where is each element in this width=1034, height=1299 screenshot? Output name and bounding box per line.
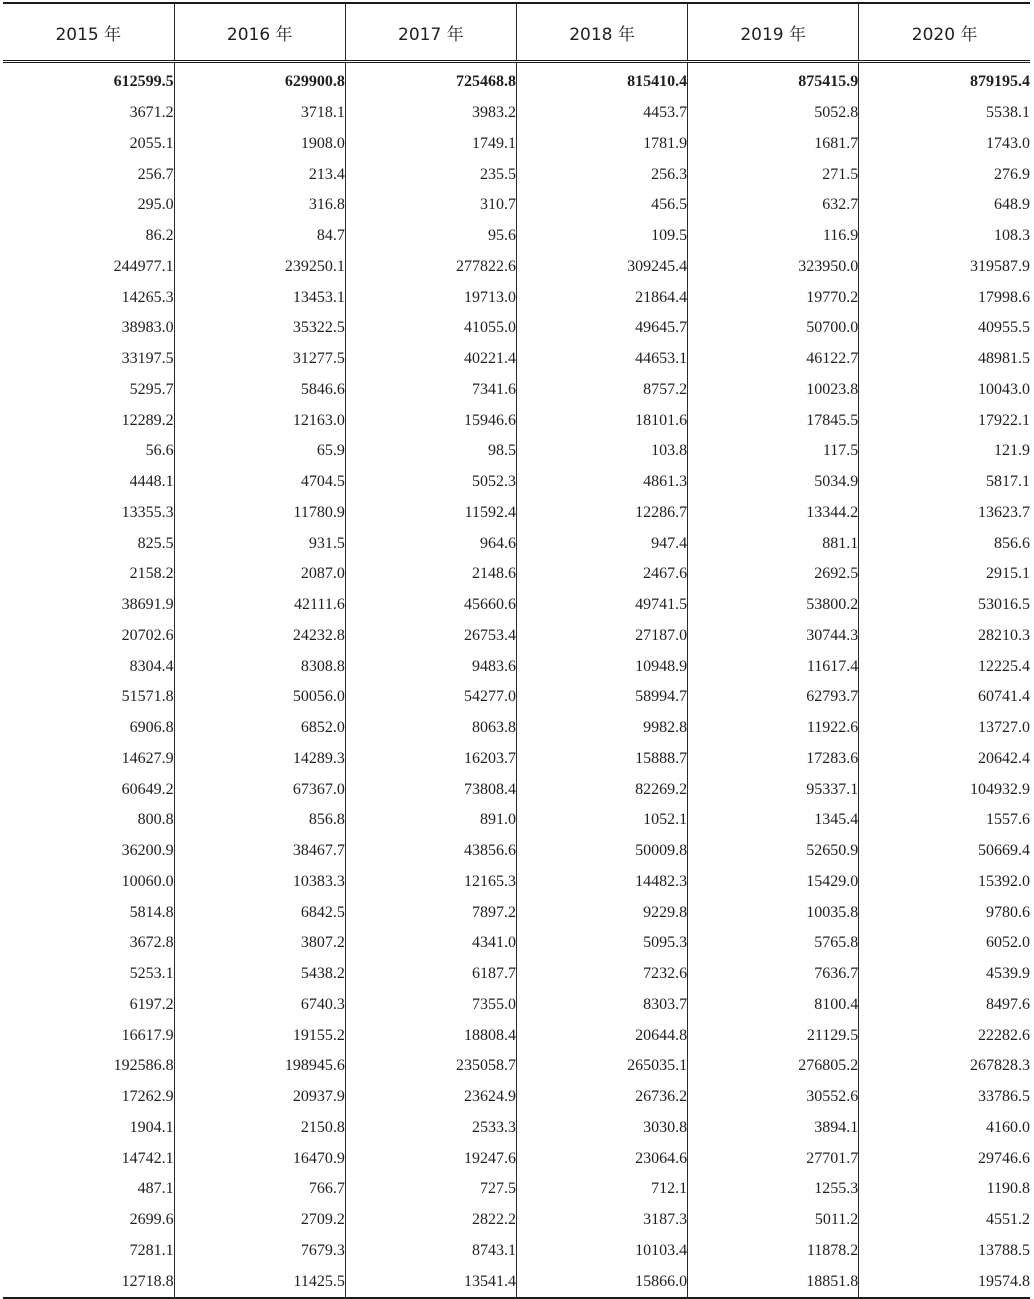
table-row-total <box>3 62 1030 98</box>
table-row <box>3 1051 1030 1082</box>
table-cell: 2087.0 <box>174 559 345 590</box>
table-cell: 244977.1 <box>113 257 174 275</box>
table-cell: 13541.4 <box>345 1266 516 1298</box>
table-cell: 271.5 <box>688 159 859 190</box>
table-cell: 12286.7 <box>516 498 687 529</box>
table-cell: 19713.0 <box>345 282 516 313</box>
table-cell: 5095.3 <box>516 928 687 959</box>
table-cell: 82269.2 <box>516 774 687 805</box>
table-cell: 875415.9 <box>688 62 859 98</box>
table-cell: 256.3 <box>516 159 687 190</box>
table-cell: 16470.9 <box>174 1143 345 1174</box>
table-cell: 891.0 <box>345 805 516 836</box>
table-cell: 947.4 <box>516 528 687 559</box>
table-cell: 67367.0 <box>174 774 345 805</box>
table-cell: 23624.9 <box>345 1082 516 1113</box>
table-cell: 6052.0 <box>859 928 1030 959</box>
table-cell: 23064.6 <box>516 1143 687 1174</box>
table-cell: 192586.8 <box>113 1057 174 1075</box>
table-cell: 116.9 <box>688 221 859 252</box>
table-cell: 4448.1 <box>129 473 174 491</box>
table-cell: 86.2 <box>145 227 174 245</box>
table-cell: 2150.8 <box>174 1113 345 1144</box>
table-row <box>3 836 1030 867</box>
table-cell: 17283.6 <box>688 744 859 775</box>
table-cell: 310.7 <box>345 190 516 221</box>
table-row <box>3 1205 1030 1236</box>
table-cell: 11617.4 <box>688 651 859 682</box>
table-cell: 11425.5 <box>174 1266 345 1298</box>
table-cell: 3983.2 <box>345 98 516 129</box>
table-cell: 95.6 <box>345 221 516 252</box>
table-cell: 8308.8 <box>174 651 345 682</box>
table-cell: 1904.1 <box>129 1118 174 1136</box>
table-cell: 13453.1 <box>174 282 345 313</box>
table-row <box>3 959 1030 990</box>
table-cell: 16203.7 <box>345 744 516 775</box>
table-row <box>3 1236 1030 1267</box>
table-row <box>3 129 1030 160</box>
table-row <box>3 405 1030 436</box>
table-cell: 6852.0 <box>174 713 345 744</box>
table-cell: 323950.0 <box>688 252 859 283</box>
data-table <box>3 2 1030 1299</box>
table-cell: 21864.4 <box>516 282 687 313</box>
table-cell: 6906.8 <box>129 719 174 737</box>
table-cell: 56.6 <box>145 442 174 460</box>
table-cell: 15946.6 <box>345 405 516 436</box>
table-cell: 51571.8 <box>121 688 174 706</box>
table-cell: 62793.7 <box>688 682 859 713</box>
table-cell: 95337.1 <box>688 774 859 805</box>
table-cell: 10383.3 <box>174 867 345 898</box>
table-cell: 7281.1 <box>129 1241 174 1259</box>
table-cell: 13727.0 <box>859 713 1030 744</box>
table-row <box>3 1143 1030 1174</box>
table-cell: 17262.9 <box>121 1088 174 1106</box>
table-cell: 12225.4 <box>859 651 1030 682</box>
table-cell: 964.6 <box>345 528 516 559</box>
table-cell: 800.8 <box>137 811 174 829</box>
table-cell: 15429.0 <box>688 867 859 898</box>
table-cell: 11592.4 <box>345 498 516 529</box>
table-cell: 53016.5 <box>859 590 1030 621</box>
header-row <box>3 3 1030 62</box>
table-row <box>3 713 1030 744</box>
table-cell: 2148.6 <box>345 559 516 590</box>
table-cell: 13344.2 <box>688 498 859 529</box>
table-cell: 3671.2 <box>129 104 174 122</box>
table-cell: 13623.7 <box>859 498 1030 529</box>
table-cell: 26753.4 <box>345 621 516 652</box>
table-cell: 49741.5 <box>516 590 687 621</box>
table-row <box>3 621 1030 652</box>
table-cell: 648.9 <box>859 190 1030 221</box>
table-cell: 319587.9 <box>859 252 1030 283</box>
table-cell: 58994.7 <box>516 682 687 713</box>
table-cell: 14265.3 <box>121 288 174 306</box>
table-cell: 5538.1 <box>859 98 1030 129</box>
table-row <box>3 1113 1030 1144</box>
table-cell: 60649.2 <box>121 780 174 798</box>
table-cell: 104932.9 <box>859 774 1030 805</box>
table-cell: 3030.8 <box>516 1113 687 1144</box>
table-row <box>3 159 1030 190</box>
table-cell: 2692.5 <box>688 559 859 590</box>
table-row <box>3 1020 1030 1051</box>
table-cell: 10103.4 <box>516 1236 687 1267</box>
table-cell: 27187.0 <box>516 621 687 652</box>
table-cell: 50009.8 <box>516 836 687 867</box>
table-cell: 725468.8 <box>345 62 516 98</box>
table-cell: 13788.5 <box>859 1236 1030 1267</box>
table-cell: 27701.7 <box>688 1143 859 1174</box>
table-cell: 20642.4 <box>859 744 1030 775</box>
table-cell: 38467.7 <box>174 836 345 867</box>
table-row <box>3 98 1030 129</box>
table-cell: 84.7 <box>174 221 345 252</box>
table-cell: 29746.6 <box>859 1143 1030 1174</box>
table-cell: 10948.9 <box>516 651 687 682</box>
table-row <box>3 682 1030 713</box>
table-cell: 7636.7 <box>688 959 859 990</box>
table-cell: 2915.1 <box>859 559 1030 590</box>
table-cell: 14289.3 <box>174 744 345 775</box>
table-row <box>3 590 1030 621</box>
table-cell: 9780.6 <box>859 897 1030 928</box>
table-cell: 10060.0 <box>121 872 174 890</box>
table-cell: 45660.6 <box>345 590 516 621</box>
table-cell: 30552.6 <box>688 1082 859 1113</box>
table-cell: 108.3 <box>859 221 1030 252</box>
table-cell: 17845.5 <box>688 405 859 436</box>
table-cell: 10035.8 <box>688 897 859 928</box>
table-cell: 4551.2 <box>859 1205 1030 1236</box>
table-cell: 2533.3 <box>345 1113 516 1144</box>
table-cell: 1190.8 <box>859 1174 1030 1205</box>
table-cell: 4160.0 <box>859 1113 1030 1144</box>
table-row <box>3 528 1030 559</box>
table-cell: 16617.9 <box>121 1026 174 1044</box>
table-row <box>3 897 1030 928</box>
table-cell: 712.1 <box>516 1174 687 1205</box>
table-cell: 117.5 <box>688 436 859 467</box>
table-cell: 309245.4 <box>516 252 687 283</box>
table-cell: 19770.2 <box>688 282 859 313</box>
column-header-2018: 2018 年 <box>516 3 687 62</box>
table-cell: 5817.1 <box>859 467 1030 498</box>
table-cell: 1255.3 <box>688 1174 859 1205</box>
table-row <box>3 282 1030 313</box>
table-cell: 881.1 <box>688 528 859 559</box>
table-cell: 7679.3 <box>174 1236 345 1267</box>
table-cell: 21129.5 <box>688 1020 859 1051</box>
table-row <box>3 651 1030 682</box>
table-cell: 19155.2 <box>174 1020 345 1051</box>
table-cell: 40221.4 <box>345 344 516 375</box>
table-cell: 766.7 <box>174 1174 345 1205</box>
table-cell: 54277.0 <box>345 682 516 713</box>
table-cell: 12165.3 <box>345 867 516 898</box>
table-cell: 265035.1 <box>516 1051 687 1082</box>
table-cell: 14742.1 <box>121 1149 174 1167</box>
table-cell: 31277.5 <box>174 344 345 375</box>
table-cell: 20644.8 <box>516 1020 687 1051</box>
table-cell: 7897.2 <box>345 897 516 928</box>
table-cell: 3894.1 <box>688 1113 859 1144</box>
table-cell: 235.5 <box>345 159 516 190</box>
table-cell: 256.7 <box>137 165 174 183</box>
table-cell: 18851.8 <box>688 1266 859 1298</box>
table-cell: 632.7 <box>688 190 859 221</box>
table-cell: 41055.0 <box>345 313 516 344</box>
table-cell: 17998.6 <box>859 282 1030 313</box>
table-cell: 14627.9 <box>121 749 174 767</box>
table-cell: 10043.0 <box>859 375 1030 406</box>
table-cell: 20702.6 <box>121 626 174 644</box>
table-row <box>3 221 1030 252</box>
table-cell: 44653.1 <box>516 344 687 375</box>
table-cell: 1908.0 <box>174 129 345 160</box>
table-cell: 267828.3 <box>859 1051 1030 1082</box>
table-cell: 487.1 <box>137 1180 174 1198</box>
table-cell: 103.8 <box>516 436 687 467</box>
table-row <box>3 774 1030 805</box>
table-cell: 235058.7 <box>345 1051 516 1082</box>
table-cell: 5765.8 <box>688 928 859 959</box>
table-cell: 9229.8 <box>516 897 687 928</box>
table-cell: 3718.1 <box>174 98 345 129</box>
table-cell: 18101.6 <box>516 405 687 436</box>
table-cell: 12163.0 <box>174 405 345 436</box>
table-row <box>3 436 1030 467</box>
table-cell: 26736.2 <box>516 1082 687 1113</box>
table-cell: 2822.2 <box>345 1205 516 1236</box>
table-cell: 30744.3 <box>688 621 859 652</box>
table-cell: 6740.3 <box>174 990 345 1021</box>
table-cell: 53800.2 <box>688 590 859 621</box>
table-cell: 7341.6 <box>345 375 516 406</box>
table-cell: 50056.0 <box>174 682 345 713</box>
table-cell: 1052.1 <box>516 805 687 836</box>
table-row <box>3 344 1030 375</box>
table-cell: 2055.1 <box>129 134 174 152</box>
table-cell: 825.5 <box>137 534 174 552</box>
table-row <box>3 928 1030 959</box>
table-cell: 11922.6 <box>688 713 859 744</box>
table-body <box>3 62 1030 1299</box>
column-header-2016: 2016 年 <box>174 3 345 62</box>
column-header-2015: 2015 年 <box>3 3 174 62</box>
table-cell: 8303.7 <box>516 990 687 1021</box>
table-row <box>3 375 1030 406</box>
table-cell: 198945.6 <box>174 1051 345 1082</box>
table-cell: 14482.3 <box>516 867 687 898</box>
table-cell: 8100.4 <box>688 990 859 1021</box>
table-cell: 295.0 <box>137 196 174 214</box>
table-row <box>3 559 1030 590</box>
table-cell: 46122.7 <box>688 344 859 375</box>
table-cell: 13355.3 <box>121 503 174 521</box>
table-cell: 1743.0 <box>859 129 1030 160</box>
table-cell: 456.5 <box>516 190 687 221</box>
table-cell: 9982.8 <box>516 713 687 744</box>
table-cell: 856.8 <box>174 805 345 836</box>
table-cell: 879195.4 <box>859 62 1030 98</box>
table-cell: 7232.6 <box>516 959 687 990</box>
table-cell: 1345.4 <box>688 805 859 836</box>
table-cell: 28210.3 <box>859 621 1030 652</box>
table-cell: 10023.8 <box>688 375 859 406</box>
table-cell: 2467.6 <box>516 559 687 590</box>
table-cell: 50669.4 <box>859 836 1030 867</box>
table-cell: 43856.6 <box>345 836 516 867</box>
table-cell: 4861.3 <box>516 467 687 498</box>
table-row <box>3 313 1030 344</box>
table-cell: 276805.2 <box>688 1051 859 1082</box>
table-cell: 6197.2 <box>129 995 174 1013</box>
table-cell: 8757.2 <box>516 375 687 406</box>
table-cell: 49645.7 <box>516 313 687 344</box>
table-cell: 73808.4 <box>345 774 516 805</box>
table-cell: 60741.4 <box>859 682 1030 713</box>
table-cell: 24232.8 <box>174 621 345 652</box>
table-cell: 11878.2 <box>688 1236 859 1267</box>
table-cell: 52650.9 <box>688 836 859 867</box>
table-cell: 20937.9 <box>174 1082 345 1113</box>
table-cell: 98.5 <box>345 436 516 467</box>
table-cell: 11780.9 <box>174 498 345 529</box>
table-cell: 4539.9 <box>859 959 1030 990</box>
table-cell: 856.6 <box>859 528 1030 559</box>
table-row <box>3 1266 1030 1298</box>
table-cell: 6842.5 <box>174 897 345 928</box>
table-cell: 19247.6 <box>345 1143 516 1174</box>
table-cell: 5295.7 <box>129 380 174 398</box>
table-cell: 8497.6 <box>859 990 1030 1021</box>
table-cell: 277822.6 <box>345 252 516 283</box>
table-cell: 8743.1 <box>345 1236 516 1267</box>
table-cell: 17922.1 <box>859 405 1030 436</box>
table-cell: 276.9 <box>859 159 1030 190</box>
table-cell: 12718.8 <box>121 1272 174 1290</box>
table-cell: 5814.8 <box>129 903 174 921</box>
table-cell: 19574.8 <box>859 1266 1030 1298</box>
table-cell: 15866.0 <box>516 1266 687 1298</box>
table-cell: 8304.4 <box>129 657 174 675</box>
table-cell: 42111.6 <box>174 590 345 621</box>
table-cell: 5011.2 <box>688 1205 859 1236</box>
table-cell: 38691.9 <box>121 596 174 614</box>
table-cell: 7355.0 <box>345 990 516 1021</box>
table-cell: 1781.9 <box>516 129 687 160</box>
table-cell: 12289.2 <box>121 411 174 429</box>
table-cell: 629900.8 <box>174 62 345 98</box>
column-header-2017: 2017 年 <box>345 3 516 62</box>
table-cell: 4704.5 <box>174 467 345 498</box>
table-cell: 15888.7 <box>516 744 687 775</box>
table-row <box>3 498 1030 529</box>
table-row <box>3 744 1030 775</box>
table-cell: 213.4 <box>174 159 345 190</box>
table-cell: 4453.7 <box>516 98 687 129</box>
table-cell: 8063.8 <box>345 713 516 744</box>
table-row <box>3 990 1030 1021</box>
table-cell: 727.5 <box>345 1174 516 1205</box>
table-cell: 1749.1 <box>345 129 516 160</box>
table-cell: 65.9 <box>174 436 345 467</box>
table-cell: 1557.6 <box>859 805 1030 836</box>
column-header-2020: 2020 年 <box>859 3 1030 62</box>
table-cell: 50700.0 <box>688 313 859 344</box>
table-cell: 3807.2 <box>174 928 345 959</box>
table-cell: 2709.2 <box>174 1205 345 1236</box>
table-cell: 3672.8 <box>129 934 174 952</box>
table-cell: 239250.1 <box>174 252 345 283</box>
table-row <box>3 1082 1030 1113</box>
table-row <box>3 467 1030 498</box>
table-cell: 33197.5 <box>121 350 174 368</box>
table-cell: 109.5 <box>516 221 687 252</box>
table-cell: 121.9 <box>859 436 1030 467</box>
table-header <box>3 3 1030 62</box>
table-cell: 36200.9 <box>121 842 174 860</box>
table-cell: 5438.2 <box>174 959 345 990</box>
table-cell: 931.5 <box>174 528 345 559</box>
table-cell: 18808.4 <box>345 1020 516 1051</box>
table-cell: 5253.1 <box>129 965 174 983</box>
table-cell: 9483.6 <box>345 651 516 682</box>
table-cell: 6187.7 <box>345 959 516 990</box>
table-cell: 1681.7 <box>688 129 859 160</box>
table-row <box>3 867 1030 898</box>
table-row <box>3 1174 1030 1205</box>
table-cell: 612599.5 <box>113 73 174 91</box>
table-cell: 2158.2 <box>129 565 174 583</box>
table-cell: 815410.4 <box>516 62 687 98</box>
table-cell: 38983.0 <box>121 319 174 337</box>
table-cell: 48981.5 <box>859 344 1030 375</box>
table-cell: 35322.5 <box>174 313 345 344</box>
table-cell: 5034.9 <box>688 467 859 498</box>
table-cell: 40955.5 <box>859 313 1030 344</box>
table-cell: 5846.6 <box>174 375 345 406</box>
table-cell: 3187.3 <box>516 1205 687 1236</box>
table-cell: 316.8 <box>174 190 345 221</box>
table-cell: 15392.0 <box>859 867 1030 898</box>
table-cell: 33786.5 <box>859 1082 1030 1113</box>
table-row <box>3 252 1030 283</box>
column-header-2019: 2019 年 <box>688 3 859 62</box>
table-row <box>3 190 1030 221</box>
table-cell: 5052.8 <box>688 98 859 129</box>
table-row <box>3 805 1030 836</box>
table-cell: 4341.0 <box>345 928 516 959</box>
table-cell: 5052.3 <box>345 467 516 498</box>
table-cell: 22282.6 <box>859 1020 1030 1051</box>
table-cell: 2699.6 <box>129 1211 174 1229</box>
